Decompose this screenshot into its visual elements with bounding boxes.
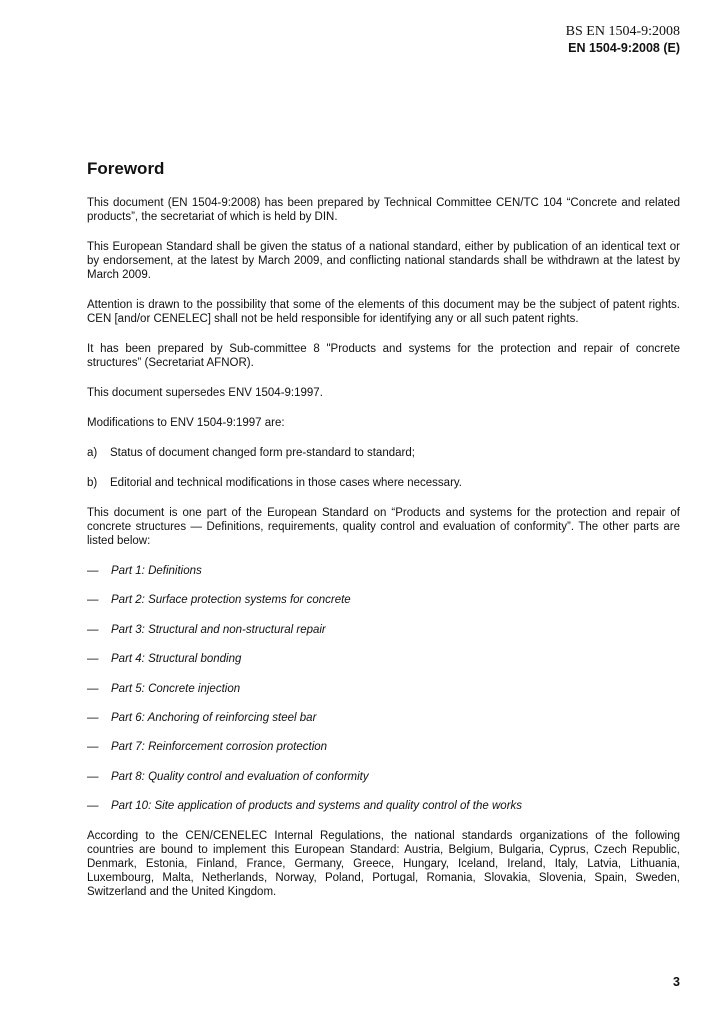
list-item [87, 740, 680, 754]
paragraph-patent-rights: Attention is drawn to the possibility that some of the elements of this document may be the subject of patent rights. CEN [and/or CENELEC] shall not be held responsible for identifying any or all such patent rights. [87, 299, 680, 325]
list-item [87, 593, 680, 607]
modification-text: Status of document changed form pre-standard to standard; [110, 447, 415, 459]
modification-text: Editorial and technical modifications in those cases where necessary. [110, 477, 462, 489]
dash-bullet: — [87, 594, 99, 607]
dash-bullet: — [87, 682, 99, 695]
part-title: Part 8: Quality control and evaluation of conformity [111, 770, 369, 783]
list-item [87, 711, 680, 725]
paragraph-parts-intro: This document is one part of the European Standard on “Products and systems for the protection and repair of concrete structures — Definitions, requirements, quality control and evaluation of conformity”. The other parts are listed below: [87, 507, 680, 547]
paragraph-preparation: This document (EN 1504-9:2008) has been prepared by Technical Committee CEN/TC 104 “Concrete and related products”, the secretariat of which is held by DIN. [87, 197, 680, 223]
list-item [87, 682, 680, 696]
part-title: Part 6: Anchoring of reinforcing steel bar [111, 711, 317, 724]
paragraph-subcommittee: It has been prepared by Sub-committee 8 "Products and systems for the protection and repair of concrete structures” (Secretariat AFNOR). [87, 343, 680, 369]
paragraph-status: This European Standard shall be given the status of a national standard, either by publication of an identical text or by endorsement, at the latest by March 2009, and conflicting national standards shall be withdrawn at the latest by March 2009. [87, 241, 680, 281]
part-title: Part 4: Structural bonding [111, 653, 242, 666]
part-title: Part 3: Structural and non-structural repair [111, 623, 326, 636]
list-item [87, 799, 680, 813]
dash-bullet: — [87, 770, 99, 783]
part-title: Part 10: Site application of products and systems and quality control of the works [111, 800, 523, 813]
modification-label: a) [87, 447, 98, 459]
parts-list [87, 564, 680, 813]
part-title: Part 2: Surface protection systems for concrete [111, 594, 351, 607]
part-title: Part 7: Reinforcement corrosion protection [111, 741, 328, 754]
dash-bullet: — [87, 653, 99, 666]
paragraph-supersedes: This document supersedes ENV 1504-9:1997. [87, 387, 323, 399]
part-title: Part 5: Concrete injection [111, 682, 241, 695]
dash-bullet: — [87, 800, 99, 813]
modification-item [87, 476, 680, 490]
paragraph-modifications-intro: Modifications to ENV 1504-9:1997 are: [87, 417, 285, 429]
page-title: Foreword [87, 159, 165, 178]
list-item [87, 564, 680, 578]
paragraph-national-implementation: According to the CEN/CENELEC Internal Regulations, the national standards organizations of the following countries are bound to implement this European Standard: Austria, Belgium, Bulgaria, Cyprus, Czech Republic, Denmark, Estonia, Finland, France, Germany, Greece, Hungary, Iceland, Ireland, Italy, Latvia, Lithuania, Luxembourg, Malta, Netherlands, Norway, Poland, Portugal, Romania, Slovakia, Slovenia, Spain, Sweden, Switzerland and the United Kingdom. [87, 830, 680, 899]
modification-item [87, 446, 680, 460]
modification-label: b) [87, 477, 98, 489]
list-item [87, 770, 680, 784]
dash-bullet: — [87, 623, 99, 636]
foreword-section [87, 158, 680, 915]
page-number: 3 [673, 975, 680, 989]
dash-bullet: — [87, 565, 99, 577]
part-title: Part 1: Definitions [111, 565, 202, 577]
dash-bullet: — [87, 741, 99, 754]
dash-bullet: — [87, 711, 99, 724]
header-standard-id: BS EN 1504-9:2008 [565, 24, 680, 39]
list-item [87, 623, 680, 637]
header-document-id: EN 1504-9:2008 (E) [568, 41, 680, 55]
list-item [87, 652, 680, 666]
